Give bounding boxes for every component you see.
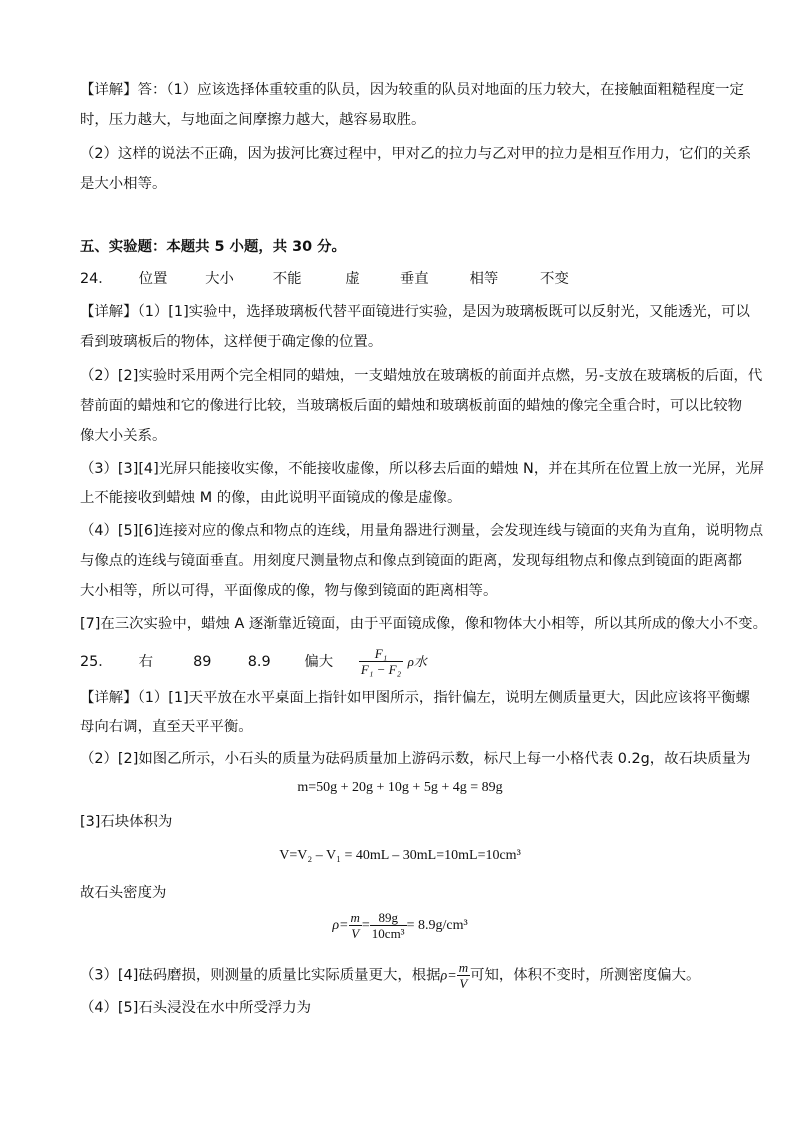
answer-blank: 虚 (345, 271, 360, 287)
answer-blank: 位置 (138, 271, 168, 287)
q24-detail-line: 大小相等，所以可得，平面像成的像，物与像到镜面的距离相等。 (80, 583, 498, 599)
answer-blank: 右 (138, 653, 153, 670)
answer-blank: 不变 (540, 271, 569, 287)
q25-detail-line: （2）[2]如图乙所示，小石头的质量为砝码质量加上游码示数，标尺上每一小格代表 0.2g，故石块质量为 (80, 751, 751, 767)
q25-detail-line: [3]石块体积为 (80, 814, 173, 830)
answer-blank: 相等 (469, 271, 499, 287)
q24-detail-line: 看到玻璃板后的物体，这样便于确定像的位置。 (80, 334, 383, 350)
question-number: 25． (80, 653, 113, 670)
question-number: 24． (80, 271, 113, 287)
fraction-values: $\frac{89g}{\text{10cm³}}$ (371, 910, 405, 942)
density-result: = 8.9g/cm³ (406, 918, 468, 933)
q23-detail-line: 是大小相等。 (80, 176, 167, 192)
q24-detail-line: [7]在三次实验中，蜡烛 A 逐渐靠近镜面，由于平面镜成像，像和物体大小相等，所以其所成的像大小不变。 (80, 616, 767, 632)
q24-answer-row (80, 269, 569, 289)
inline-rho: ρ= (440, 968, 457, 984)
q23-detail-line: 时，压力越大，与地面之间摩擦力越大，越容易取胜。 (80, 112, 426, 128)
q23-detail-line: 【详解】答：（1）应该选择体重较重的队员，因为较重的队员对地面的压力较大，在接触面粗糙程度一定 (80, 82, 744, 98)
q25-detail-line: （4）[5]石头浸没在水中所受浮力为 (80, 1000, 312, 1016)
q23-detail-line: （2）这样的说法不正确，因为拔河比赛过程中，甲对乙的拉力与乙对甲的拉力是相互作用力，它们的关系 (80, 146, 752, 162)
answer-blank: 89 (193, 653, 212, 670)
q24-detail-line: 像大小关系。 (80, 428, 167, 444)
q24-detail-line: （2）[2]实验时采用两个完全相同的蜡烛，一支蜡烛放在玻璃板的前面并点燃，另-支放在玻璃板的后面，代 (80, 368, 763, 384)
answer-blank: 垂直 (399, 271, 429, 287)
answer-blank: 大小 (205, 271, 234, 287)
formula-rho-water: ρ水 (407, 653, 427, 669)
q24-detail-line: （4）[5][6]连接对应的像点和物点的连线，用量角器进行测量，会发现连线与镜面的夹角为直角，说明物点 (80, 523, 764, 539)
section-heading: 五、实验题：本题共 5 小题，共 30 分。 (80, 239, 346, 255)
q24-detail-line: 【详解】（1）[1]实验中，选择玻璃板代替平面镜进行实验，是因为玻璃板既可以反射光，又能透光，可以 (80, 304, 750, 320)
formula-numerator: F₁ (359, 646, 403, 662)
fraction-m-over-v: $\frac{m}{V}$ (350, 910, 360, 942)
volume-equation: V=V₂ – V₁ = 40mL – 30mL=10mL=10cm³ (279, 848, 521, 863)
q25-answer-row (80, 646, 427, 677)
formula-denominator: F₁ − F₂ (360, 662, 402, 677)
q24-detail-line: （3）[3][4]光屏只能接收实像，不能接收虚像，所以移去后面的蜡烛 N，并在其所在位置上放一光屏，光屏 (80, 461, 765, 477)
buoyancy-density-formula (359, 646, 403, 677)
density-equation: ρ= $\frac{m}{V}$ = $\frac{89g}{\text{10cm³}}$ = 8.9g/cm³ (332, 910, 468, 942)
answer-blank: 偏大 (304, 653, 334, 670)
rho-symbol: ρ= (332, 918, 349, 933)
q25-detail-line: （3）[4]砝码磨损，则测量的质量比实际质量更大，根据ρ= $\frac{m}{V}$ 可知，体积不变时，所测密度偏大。 (80, 960, 701, 991)
inline-fraction: $\frac{m}{V}$ (458, 960, 469, 991)
q24-detail-line: 与像点的连线与镜面垂直。用刻度尺测量物点和像点到镜面的距离，发现每组物点和像点到镜面的距离都 (80, 553, 742, 569)
q25-detail-line: 故石头密度为 (80, 885, 167, 901)
mass-equation: m=50g + 20g + 10g + 5g + 4g = 89g (297, 780, 503, 795)
q24-detail-line: 上不能接收到蜡烛 M 的像，由此说明平面镜成的像是虚像。 (80, 490, 462, 506)
answer-blank: 8.9 (247, 653, 271, 670)
answer-blank: 不能 (272, 271, 302, 287)
q25-detail-line: 【详解】（1）[1]天平放在水平桌面上指针如甲图所示，指针偏左，说明左侧质量更大，因此应该将平衡螺 (80, 690, 750, 706)
q24-detail-line: 替前面的蜡烛和它的像进行比较，当玻璃板后面的蜡烛和玻璃板前面的蜡烛的像完全重合时，可以比较物 (80, 398, 742, 414)
q25-detail-line: 母向右调，直至天平平衡。 (80, 719, 253, 735)
